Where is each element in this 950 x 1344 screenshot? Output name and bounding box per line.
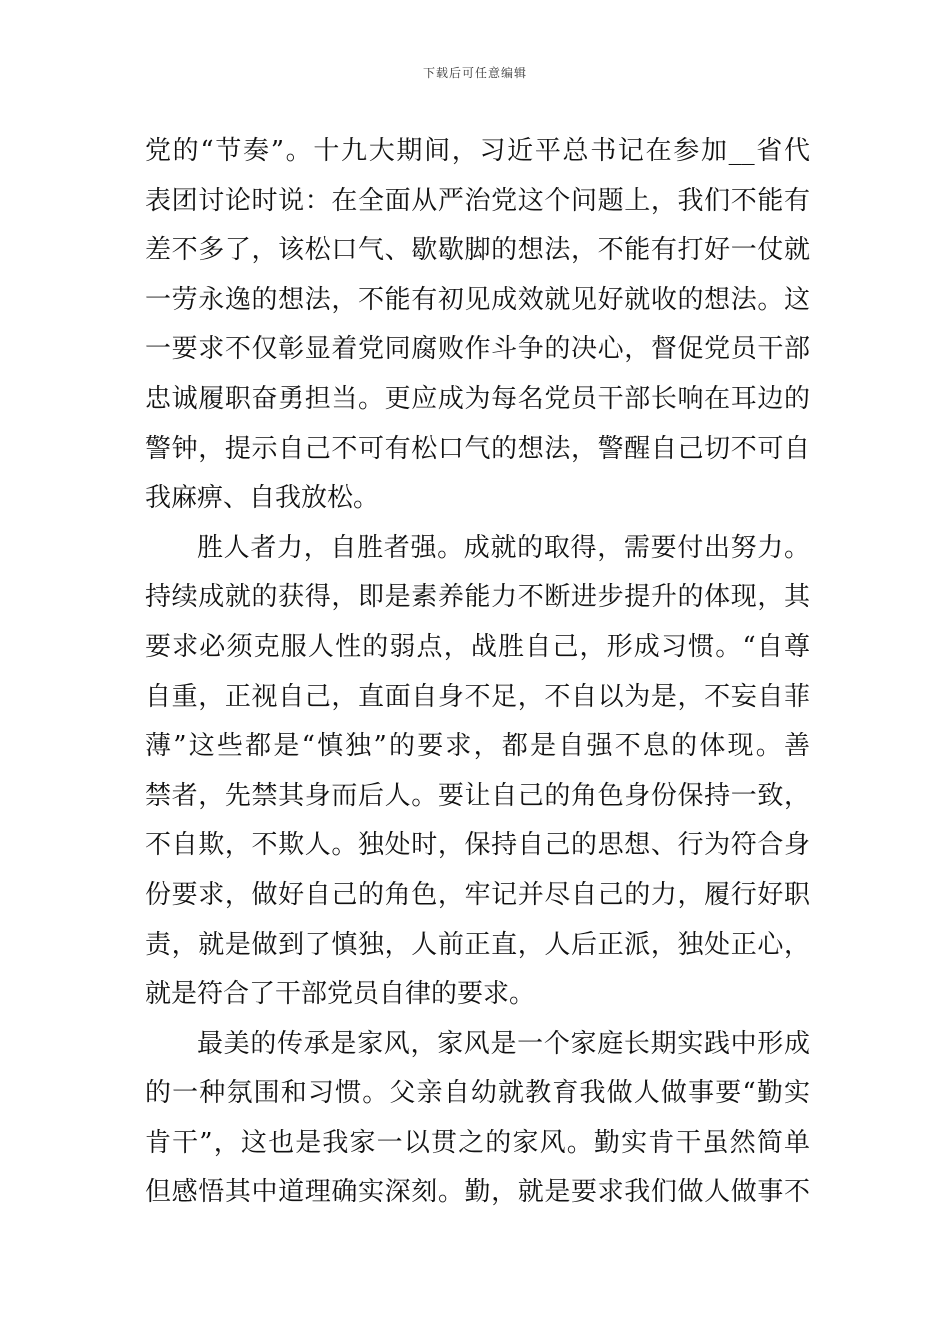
text-line: 持续成就的获得，即是素养能力不断进步提升的体现，其: [145, 582, 810, 613]
text-line: 但感悟其中道理确实深刻。勤，就是要求我们做人做事不: [145, 1177, 810, 1208]
text-line: 薄”这些都是“慎独”的要求，都是自强不息的体现。善: [145, 731, 810, 762]
paragraph-3: [145, 1020, 810, 1218]
text-line: 禁者，先禁其身而后人。要让自己的角色身份保持一致，: [145, 780, 810, 811]
text-line: 警钟，提示自己不可有松口气的想法，警醒自己切不可自: [145, 433, 810, 464]
page-header: 下载后可任意编辑: [422, 66, 527, 80]
text-line: 肯干”，这也是我家一以贯之的家风。勤实肯干虽然简单: [145, 1127, 810, 1158]
text-line: 责，就是做到了慎独，人前正直，人后正派，独处正心，: [145, 929, 810, 960]
text-line: 不自欺，不欺人。独处时，保持自己的思想、行为符合身: [145, 830, 810, 861]
text-line: 份要求，做好自己的角色，牢记并尽自己的力，履行好职: [145, 879, 810, 910]
text-line: 的一种氛围和习惯。父亲自幼就教育我做人做事要“勤实: [145, 1078, 810, 1109]
text-line: 一要求不仅彰显着党同腐败作斗争的决心，督促党员干部: [145, 334, 810, 365]
paragraph-1: [145, 127, 810, 524]
text-line: 差不多了，该松口气、歇歇脚的想法，不能有打好一仗就: [145, 235, 810, 266]
text-line: 我麻痹、自我放松。: [145, 483, 380, 514]
paragraph-2: [145, 524, 810, 1020]
text-line: 一劳永逸的想法，不能有初见成效就见好就收的想法。这: [145, 284, 810, 315]
text-line: 党的“节奏”。十九大期间，习近平总书记在参加__省代: [145, 136, 810, 166]
text-line: 忠诚履职奋勇担当。更应成为每名党员干部长响在耳边的: [145, 383, 810, 414]
document-body: [145, 127, 810, 1218]
text-line: 表团讨论时说：在全面从严治党这个问题上，我们不能有: [145, 185, 810, 216]
text-line: 最美的传承是家风，家风是一个家庭长期实践中形成: [197, 1028, 810, 1059]
text-line: 胜人者力，自胜者强。成就的取得，需要付出努力。: [197, 532, 810, 563]
text-line: 就是符合了干部党员自律的要求。: [145, 979, 536, 1010]
text-line: 自重，正视自己，直面自身不足，不自以为是，不妄自菲: [145, 681, 810, 712]
text-line: 要求必须克服人性的弱点，战胜自己，形成习惯。“自尊: [145, 631, 810, 662]
